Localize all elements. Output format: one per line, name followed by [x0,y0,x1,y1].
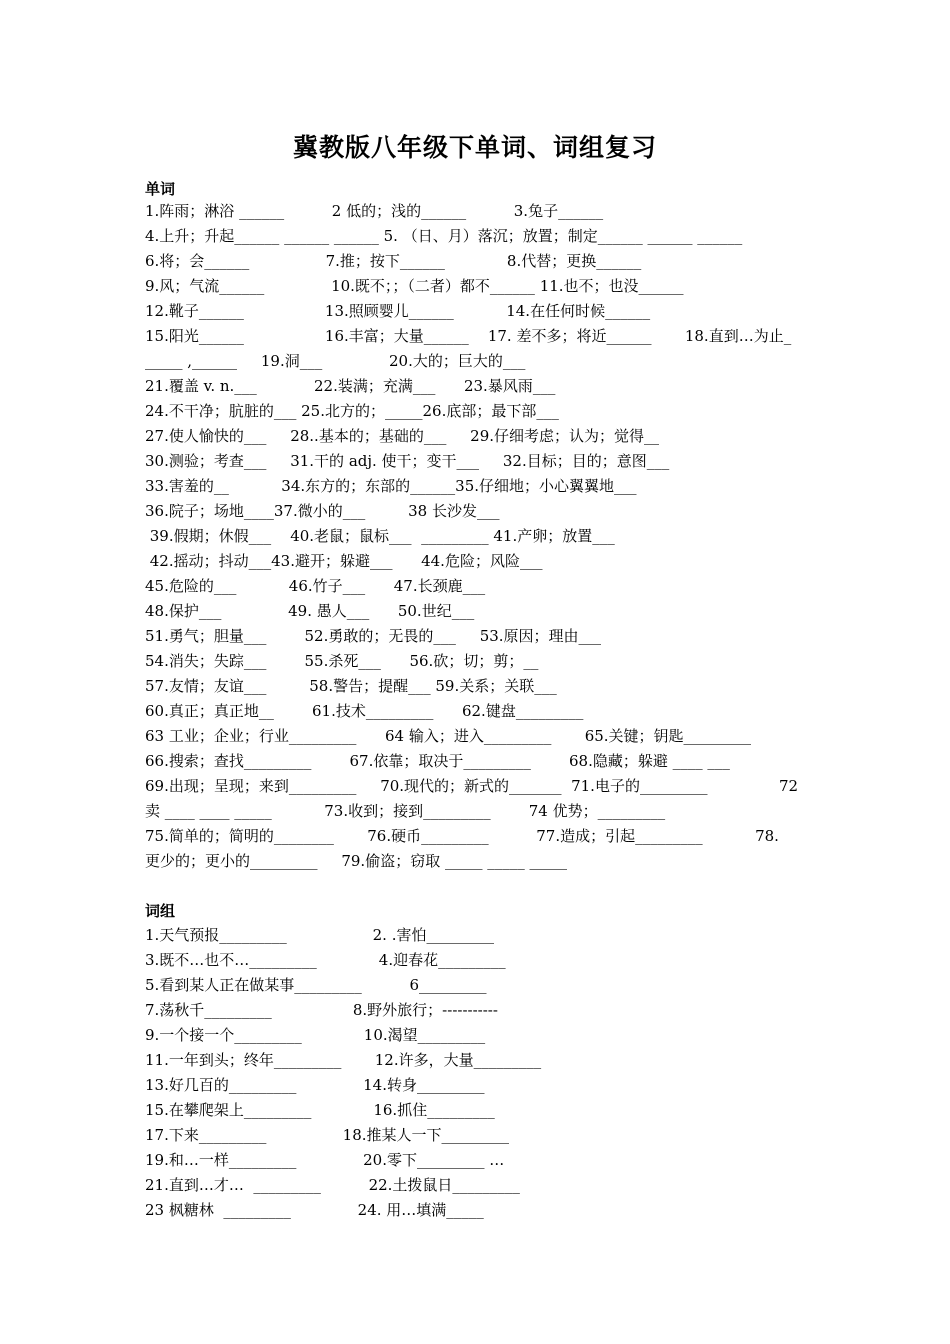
word-line: 54.消失；失踪___ 55.杀死___ 56.砍；切；剪；__ [145,652,539,670]
word-line: 卖 ____ ____ _____ 73.收到；接到_________ 74 优势；_________ [145,802,666,820]
word-line: 69.出现；呈现；来到_________ 70.现代的；新式的_______ 71.电子的_________ 72 [145,777,799,795]
phrase-line: 23 枫糖林 _________ 24. 用…填满_____ [145,1201,484,1219]
phrase-line: 3.既不…也不…_________ 4.迎春花_________ [145,951,506,969]
phrase-line: 9.一个接一个_________ 10.渴望_________ [145,1026,486,1044]
word-line: 60.真正；真正地__ 61.技术_________ 62.键盘_________ [145,702,584,720]
word-line: 9.风；气流______ 10.既不；；（二者）都不______ 11.也不；也没______ [145,277,684,295]
word-line: 更少的；更小的_________ 79.偷盗；窃取 _____ _____ _____ [145,852,568,870]
word-line: 75.简单的；简明的________ 76.硬币_________ 77.造成；引起_________ 78. [145,827,779,845]
words-section-heading: 单词 [145,180,176,198]
phrase-line: 1.天气预报_________ 2. .害怕_________ [145,926,494,944]
word-line: 6.将；会______ 7.推；按下______ 8.代替；更换______ [145,252,642,270]
word-line: 51.勇气；胆量___ 52.勇敢的；无畏的___ 53.原因；理由___ [145,627,602,645]
phrase-line: 7.荡秋千_________ 8.野外旅行；----------- [145,1001,498,1019]
phrase-line: 17.下来_________ 18.推某人一下_________ [145,1126,509,1144]
word-line: 4.上升；升起______ ______ ______ 5. （日、月）落沉；放置；制定______ ______ ______ [145,227,743,245]
word-line: 12.靴子______ 13.照顾婴儿______ 14.在任何时候______ [145,302,651,320]
phrase-line: 11.一年到头；终年_________ 12.许多，大量_________ [145,1051,542,1069]
word-line: _____ ,______ 19.洞___ 20.大的；巨大的___ [145,352,526,370]
phrases-section-heading: 词组 [145,902,176,920]
word-line: 45.危险的___ 46.竹子___ 47.长颈鹿___ [145,577,486,595]
word-line: 33.害羞的__ 34.东方的；东部的______35.仔细地；小心翼翼地___ [145,477,637,495]
word-line: 66.搜索；查找_________ 67.依靠；取决于_________ 68.隐藏；躲避 ____ ___ [145,752,730,770]
word-line: 36.院子；场地____37.微小的___ 38 长沙发___ [145,502,500,520]
word-line: 24.不干净；肮脏的___ 25.北方的；_____26.底部；最下部___ [145,402,559,420]
word-line: 21.覆盖 v. n.___ 22.装满；充满___ 23.暴风雨___ [145,377,556,395]
word-line: 57.友情；友谊___ 58.警告；提醒___ 59.关系；关联___ [145,677,557,695]
word-line: 27.使人愉快的___ 28..基本的；基础的___ 29.仔细考虑；认为；觉得__ [145,427,660,445]
word-line: 1.阵雨；淋浴 ______ 2 低的；浅的______ 3.兔子______ [145,202,604,220]
phrase-line: 15.在攀爬架上_________ 16.抓住_________ [145,1101,495,1119]
word-line: 39.假期；休假___ 40.老鼠；鼠标___ _________ 41.产卵；放置___ [145,527,615,545]
word-line: 63 工业；企业；行业_________ 64 输入；进入_________ 65.关键；钥匙_________ [145,727,752,745]
phrase-line: 21.直到…才… _________ 22.土拨鼠日_________ [145,1176,520,1194]
word-line: 15.阳光______ 16.丰富；大量______ 17. 差不多；将近______ 18.直到…为止_ [145,327,792,345]
phrase-line: 13.好几百的_________ 14.转身_________ [145,1076,485,1094]
phrase-line: 19.和…一样_________ 20.零下_________ … [145,1151,505,1169]
phrase-line: 5.看到某人正在做某事_________ 6_________ [145,976,487,994]
word-line: 30.测验；考查___ 31.干的 adj. 使干；变干___ 32.目标；目的；意图___ [145,452,670,470]
word-line: 48.保护___ 49. 愚人___ 50.世纪___ [145,602,475,620]
page-title: 冀教版八年级下单词、词组复习 [292,133,657,162]
word-line: 42.摇动；抖动___43.避开；躲避___ 44.危险；风险___ [145,552,543,570]
